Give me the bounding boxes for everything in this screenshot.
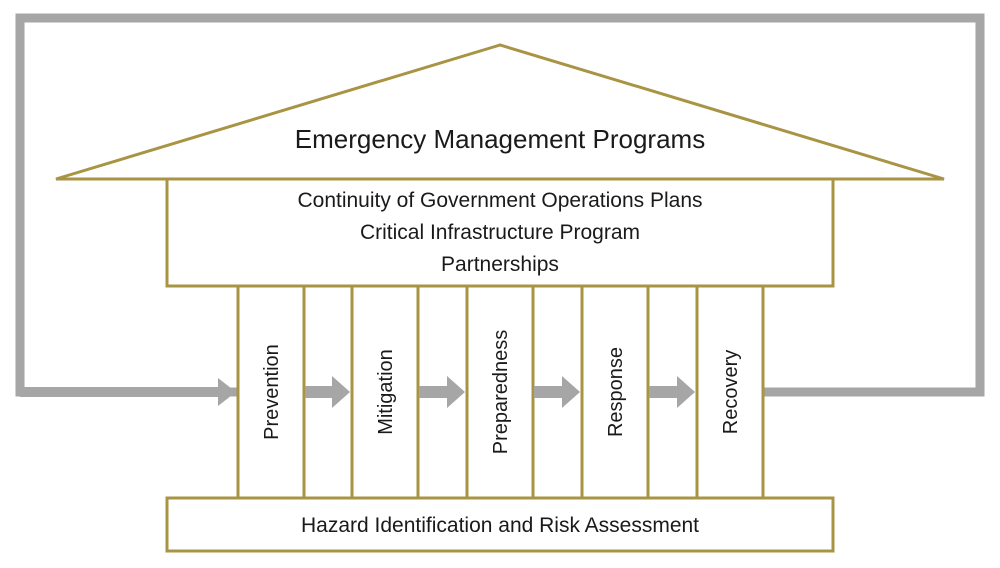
arrow-response-to-recovery bbox=[649, 376, 695, 408]
beam-line-continuity: Continuity of Government Operations Plans bbox=[297, 189, 703, 212]
pillar-label-response: Response bbox=[605, 346, 627, 438]
pillar-label-recovery: Recovery bbox=[720, 349, 742, 435]
roof-triangle bbox=[56, 45, 944, 179]
pillar-label-preparedness: Preparedness bbox=[490, 329, 512, 455]
beam-line-partnerships: Partnerships bbox=[441, 253, 559, 276]
arrow-preparedness-to-response bbox=[534, 376, 580, 408]
arrow-prevention-to-mitigation bbox=[305, 376, 350, 408]
arrow-mitigation-to-preparedness bbox=[419, 376, 465, 408]
beam-line-infrastructure: Critical Infrastructure Program bbox=[359, 221, 641, 244]
pillar-label-mitigation: Mitigation bbox=[375, 349, 397, 435]
pillar-label-prevention: Prevention bbox=[261, 344, 283, 440]
arrow-into-prevention bbox=[20, 378, 236, 406]
roof-title: Emergency Management Programs bbox=[294, 124, 706, 154]
foundation-label: Hazard Identification and Risk Assessment bbox=[300, 514, 700, 537]
